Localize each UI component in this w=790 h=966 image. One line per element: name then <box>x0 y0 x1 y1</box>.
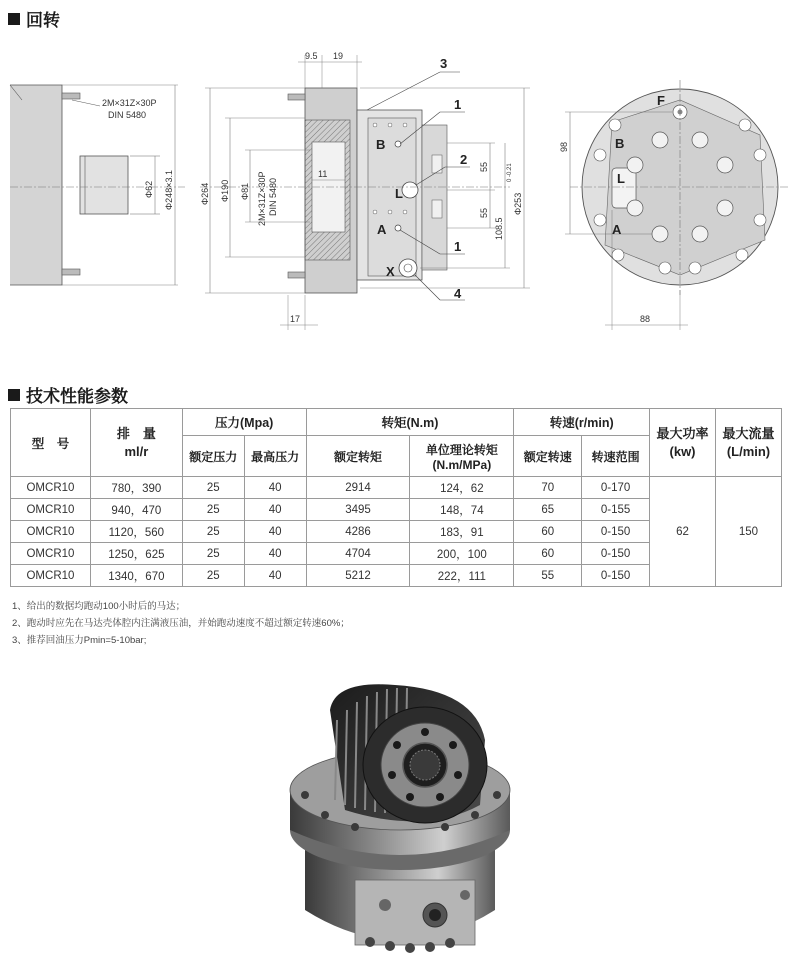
left-d62-label: Φ62 <box>144 180 154 198</box>
left-view <box>10 85 185 285</box>
port-b-label: B <box>376 137 386 152</box>
header-max-power: 最大功率 (kw) <box>650 409 716 477</box>
table-row: OMCR10 940，470 25 40 3495 148，74 65 0-155 <box>11 499 782 521</box>
header-displacement: 排 量 ml/r <box>90 409 182 477</box>
header-max-flow: 最大流量 (L/min) <box>715 409 781 477</box>
port-l-label: L <box>395 186 403 201</box>
table-row: OMCR10 1250，625 25 40 4704 200，100 60 0-150 <box>11 543 782 565</box>
dim-17-label: 17 <box>290 314 301 324</box>
dim-98-label: 98 <box>559 141 569 152</box>
d190-label: Φ190 <box>220 179 230 202</box>
dim-55a-label: 55 <box>479 161 489 172</box>
dim-108-5-label: 108.5 <box>494 217 504 240</box>
right-view <box>559 80 790 330</box>
shared-max-flow: 150 <box>715 477 781 587</box>
callout-2: 2 <box>460 152 468 167</box>
d253-tolerance: 0 -0.21 <box>507 163 513 182</box>
right-port-a-label: A <box>612 222 622 237</box>
middle-view <box>200 51 530 330</box>
note-3: 3、推荐回油压力Pmin=5-10bar; <box>12 635 147 646</box>
section-title-rotation <box>8 6 60 31</box>
right-port-l-label: L <box>617 171 625 186</box>
d264-label: Φ264 <box>200 182 210 205</box>
motor-photo <box>275 680 525 960</box>
section-title-text: 回转 <box>26 11 60 30</box>
square-bullet-icon <box>8 389 20 401</box>
header-model: 型 号 <box>11 409 91 477</box>
left-d248-label: Φ248×3.1 <box>164 170 174 210</box>
left-din-label: DIN 5480 <box>108 110 147 120</box>
dim-55b-label: 55 <box>479 207 489 218</box>
dim-9-5-label: 9.5 <box>305 51 318 61</box>
note-1: 1、给出的数据均跑动100小时后的马达； <box>12 601 186 612</box>
header-rated-pressure: 额定压力 <box>182 436 244 477</box>
section-title-text: 技术性能参数 <box>26 387 128 406</box>
header-speed-range: 转速范围 <box>582 436 650 477</box>
technical-drawing <box>0 30 790 340</box>
mid-din-label: DIN 5480 <box>268 177 278 216</box>
dim-19-label: 19 <box>333 51 344 61</box>
header-rated-torque: 额定转矩 <box>306 436 410 477</box>
table-row: OMCR10 1120，560 25 40 4286 183，91 60 0-150 <box>11 521 782 543</box>
callout-1a: 1 <box>454 97 462 112</box>
section-title-specs <box>8 382 128 407</box>
header-max-pressure: 最高压力 <box>244 436 306 477</box>
header-rated-speed: 额定转速 <box>514 436 582 477</box>
shared-max-power: 62 <box>650 477 716 587</box>
square-bullet-icon <box>8 13 20 25</box>
left-spline-label: 2M×31Z×30P <box>102 98 157 108</box>
right-port-f-label: F <box>657 93 665 108</box>
header-unit-torque: 单位理论转矩 (N.m/MPa) <box>410 436 514 477</box>
notes <box>12 598 350 649</box>
mid-spline-label: 2M×31Z×30P <box>257 171 267 226</box>
right-port-b-label: B <box>615 136 625 151</box>
header-speed: 转速(r/min) <box>514 409 650 436</box>
callout-1b: 1 <box>454 239 462 254</box>
callout-3: 3 <box>440 56 448 71</box>
callout-4: 4 <box>454 286 462 301</box>
note-2: 2、跑动时应先在马达壳体腔内注满液压油，并始跑动速度不超过额定转速60%； <box>12 618 350 629</box>
spec-table <box>10 408 782 587</box>
header-torque: 转矩(N.m) <box>306 409 514 436</box>
table-row: OMCR10 1340，670 25 40 5212 222，111 55 0-150 <box>11 565 782 587</box>
d253-label: Φ253 <box>513 192 523 215</box>
dim-11-label: 11 <box>318 169 328 179</box>
port-a-label: A <box>377 222 387 237</box>
d81-label: Φ81 <box>240 182 250 200</box>
dim-88-label: 88 <box>640 314 651 324</box>
header-pressure: 压力(Mpa) <box>182 409 306 436</box>
table-row: OMCR10 780，390 25 40 2914 124，62 70 0-170 62 150 <box>11 477 782 499</box>
port-x-label: X <box>386 264 395 279</box>
